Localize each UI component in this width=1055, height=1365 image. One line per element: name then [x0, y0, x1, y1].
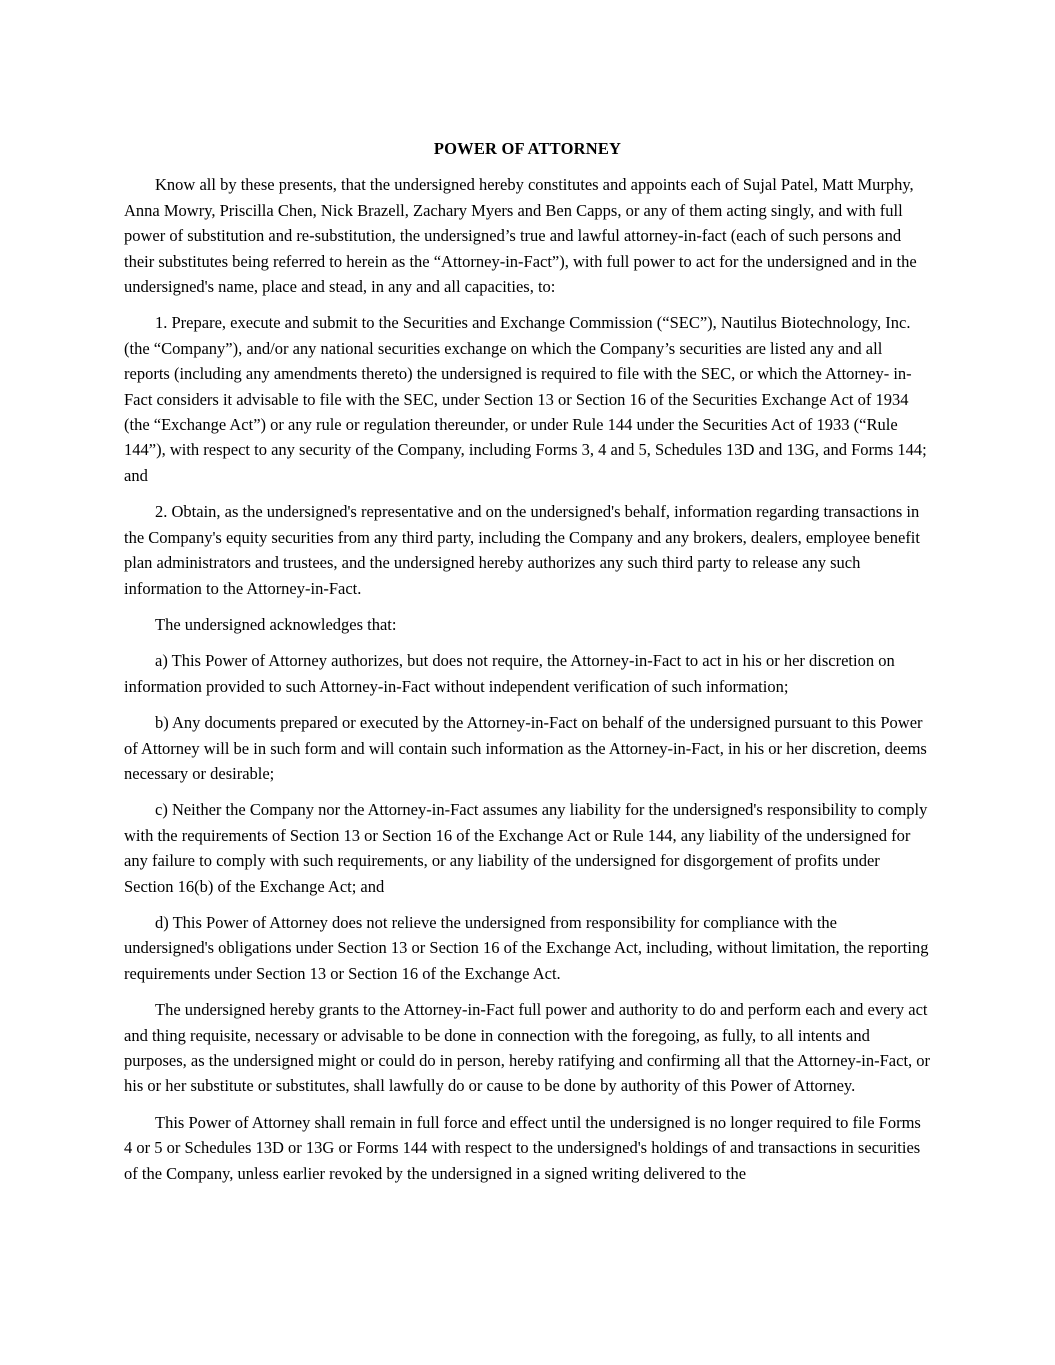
paragraph-item-2: 2. Obtain, as the undersigned's representative and on the undersigned's behalf, information regarding transactions in the Company's equity securities from any third party, including the Company and any brokers, dealers, employee benefit plan administrators and trustees, and the undersigned hereby authorizes any such third party to release any such information to the Attorney-in-Fact.	[124, 502, 920, 598]
paragraph-duration: This Power of Attorney shall remain in full force and effect until the undersigned is no longer required to file Forms 4 or 5 or Schedules 13D or 13G or Forms 144 with respect to the undersigned's holdings of and transactions in securities of the Company, unless earlier revoked by the undersigned in a signed writing delivered to the	[124, 1112, 921, 1183]
paragraph-item-1: 1. Prepare, execute and submit to the Securities and Exchange Commission (“SEC”), Nautilus Biotechnology, Inc. (the “Company”), and/or any national securities exchange on which the Company’s securities are listed any and all reports (including any amendments thereto) the undersigned is required to file with the SEC, or which the Attorney- in-Fact considers it advisable to file with the SEC, under Section 13 or Section 16 of the Securities Exchange Act of 1934 (the “Exchange Act”) or any rule or regulation thereunder, or under Rule 144 under the Securities Act of 1933 (“Rule 144”), with respect to any security of the Company, including Forms 3, 4 and 5, Schedules 13D and 13G, and Forms 144; and	[124, 313, 927, 485]
paragraph-clause-d: d) This Power of Attorney does not relieve the undersigned from responsibility for compliance with the undersigned's obligations under Section 13 or Section 16 of the Exchange Act, including, without limitation, the reporting requirements under Section 13 or Section 16 of the Exchange Act.	[124, 912, 929, 983]
paragraph-clause-a: a) This Power of Attorney authorizes, but does not require, the Attorney-in-Fact to act in his or her discretion on information provided to such Attorney-in-Fact without independent verification of such information;	[124, 651, 895, 696]
paragraph-acknowledges: The undersigned acknowledges that:	[155, 614, 397, 634]
paragraph-grant-of-power: The undersigned hereby grants to the Attorney-in-Fact full power and authority to do and perform each and every act and thing requisite, necessary or advisable to be done in connection with the foregoing, as fully, to all intents and purposes, as the undersigned might or could do in person, hereby ratifying and confirming all that the Attorney-in-Fact, or his or her substitute or substitutes, shall lawfully do or cause to be done by authority of this Power of Attorney.	[124, 1000, 931, 1096]
document-title: POWER OF ATTORNEY	[433, 139, 622, 158]
paragraph-preamble: Know all by these presents, that the undersigned hereby constitutes and appoints each of Sujal Patel, Matt Murphy, Anna Mowry, Priscilla Chen, Nick Brazell, Zachary Myers and Ben Capps, or any of them acting singly, and with full power of substitution and re-substitution, the undersigned’s true and lawful attorney-in-fact (each of such persons and their substitutes being referred to herein as the “Attorney-in-Fact”), with full power to act for the undersigned and in the undersigned's name, place and stead, in any and all capacities, to:	[124, 175, 917, 297]
paragraph-clause-b: b) Any documents prepared or executed by the Attorney-in-Fact on behalf of the undersigned pursuant to this Power of Attorney will be in such form and will contain such information as the Attorney-in-Fact, in his or her discretion, deems necessary or desirable;	[124, 713, 927, 783]
paragraph-clause-c: c) Neither the Company nor the Attorney-in-Fact assumes any liability for the undersigned's responsibility to comply with the requirements of Section 13 or Section 16 of the Exchange Act or Rule 144, any liability of the undersigned for any failure to comply with such requirements, or any liability of the undersigned for disgorgement of profits under Section 16(b) of the Exchange Act; and	[124, 800, 928, 896]
